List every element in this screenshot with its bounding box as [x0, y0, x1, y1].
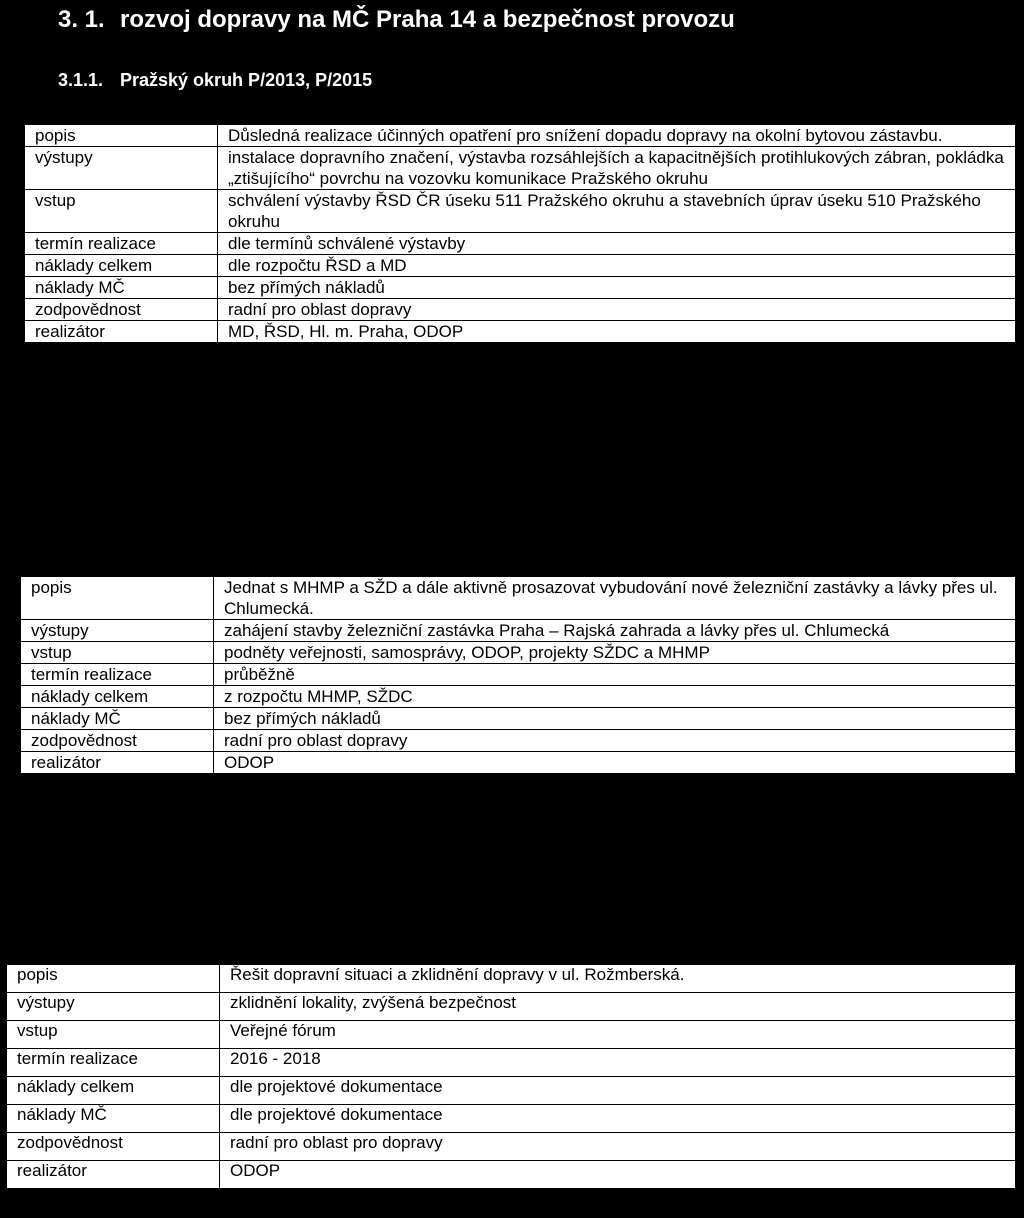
row-label: výstupy [7, 993, 220, 1021]
row-value: bez přímých nákladů [218, 277, 1016, 299]
row-label: náklady MČ [25, 277, 218, 299]
table-row [21, 664, 1016, 686]
table-row [21, 642, 1016, 664]
subsection-number: 3.1.1. [58, 70, 104, 90]
section-number: 3. 1. [58, 6, 105, 33]
row-value: dle projektové dokumentace [220, 1105, 1016, 1133]
row-label: vstup [7, 1021, 220, 1049]
table-row [25, 147, 1016, 190]
row-label: popis [21, 577, 214, 620]
subsection-title: Pražský okruh P/2013, P/2015 [120, 70, 373, 90]
table-row [7, 1021, 1016, 1049]
table-row [7, 1161, 1016, 1189]
table-row [25, 321, 1016, 343]
row-value: Jednat s MHMP a SŽD a dále aktivně prosazovat vybudování nové železniční zastávky a lávky přes ul. Chlumecká. [214, 577, 1016, 620]
row-value: bez přímých nákladů [214, 708, 1016, 730]
row-value: Řešit dopravní situaci a zklidnění dopravy v ul. Rožmberská. [220, 965, 1016, 993]
row-label: realizátor [7, 1161, 220, 1189]
row-value: dle projektové dokumentace [220, 1077, 1016, 1105]
row-label: popis [7, 965, 220, 993]
table-row [7, 993, 1016, 1021]
table-row [7, 1133, 1016, 1161]
table-row [21, 730, 1016, 752]
section-heading [58, 6, 735, 34]
table-row [21, 577, 1016, 620]
row-label: náklady celkem [21, 686, 214, 708]
measure-table-3 [6, 964, 1016, 1189]
row-label: vstup [21, 642, 214, 664]
table-row [25, 190, 1016, 233]
row-label: zodpovědnost [25, 299, 218, 321]
table-row [21, 708, 1016, 730]
table-row [25, 277, 1016, 299]
row-value: dle termínů schválené výstavby [218, 233, 1016, 255]
row-value: radní pro oblast pro dopravy [220, 1133, 1016, 1161]
table-row [21, 620, 1016, 642]
row-label: náklady MČ [21, 708, 214, 730]
row-label: náklady MČ [7, 1105, 220, 1133]
table-row [25, 233, 1016, 255]
table-row [7, 1105, 1016, 1133]
row-label: vstup [25, 190, 218, 233]
row-value: zahájení stavby železniční zastávka Praha – Rajská zahrada a lávky přes ul. Chlumecká [214, 620, 1016, 642]
table-row [21, 752, 1016, 774]
row-label: realizátor [25, 321, 218, 343]
row-value: instalace dopravního značení, výstavba rozsáhlejších a kapacitnějších protihlukových zábran, pokládka „ztišujícího“ povrchu na vozovku komunikace Pražského okruhu [218, 147, 1016, 190]
row-label: náklady celkem [25, 255, 218, 277]
row-value: MD, ŘSD, Hl. m. Praha, ODOP [218, 321, 1016, 343]
row-value: ODOP [220, 1161, 1016, 1189]
row-value: ODOP [214, 752, 1016, 774]
measure-table-1 [24, 124, 1016, 343]
table-row [25, 255, 1016, 277]
row-value: schválení výstavby ŘSD ČR úseku 511 Pražského okruhu a stavebních úprav úseku 510 Pražského okruhu [218, 190, 1016, 233]
table-row [7, 1077, 1016, 1105]
table-row [7, 1049, 1016, 1077]
row-value: Důsledná realizace účinných opatření pro snížení dopadu dopravy na okolní bytovou zástavbu. [218, 125, 1016, 147]
row-label: termín realizace [25, 233, 218, 255]
row-label: výstupy [25, 147, 218, 190]
row-value: podněty veřejnosti, samosprávy, ODOP, projekty SŽDC a MHMP [214, 642, 1016, 664]
row-label: zodpovědnost [21, 730, 214, 752]
row-value: z rozpočtu MHMP, SŽDC [214, 686, 1016, 708]
row-value: radní pro oblast dopravy [214, 730, 1016, 752]
row-label: termín realizace [21, 664, 214, 686]
row-value: 2016 - 2018 [220, 1049, 1016, 1077]
row-value: dle rozpočtu ŘSD a MD [218, 255, 1016, 277]
row-label: výstupy [21, 620, 214, 642]
row-value: radní pro oblast dopravy [218, 299, 1016, 321]
row-label: zodpovědnost [7, 1133, 220, 1161]
row-value: zklidnění lokality, zvýšená bezpečnost [220, 993, 1016, 1021]
table-row [21, 686, 1016, 708]
section-title: rozvoj dopravy na MČ Praha 14 a bezpečnost provozu [120, 6, 735, 33]
row-value: průběžně [214, 664, 1016, 686]
row-label: realizátor [21, 752, 214, 774]
measure-table-2 [20, 576, 1016, 774]
table-row [25, 125, 1016, 147]
table-row [7, 965, 1016, 993]
table-row [25, 299, 1016, 321]
row-label: termín realizace [7, 1049, 220, 1077]
row-label: popis [25, 125, 218, 147]
subsection-heading [58, 70, 372, 91]
row-value: Veřejné fórum [220, 1021, 1016, 1049]
row-label: náklady celkem [7, 1077, 220, 1105]
